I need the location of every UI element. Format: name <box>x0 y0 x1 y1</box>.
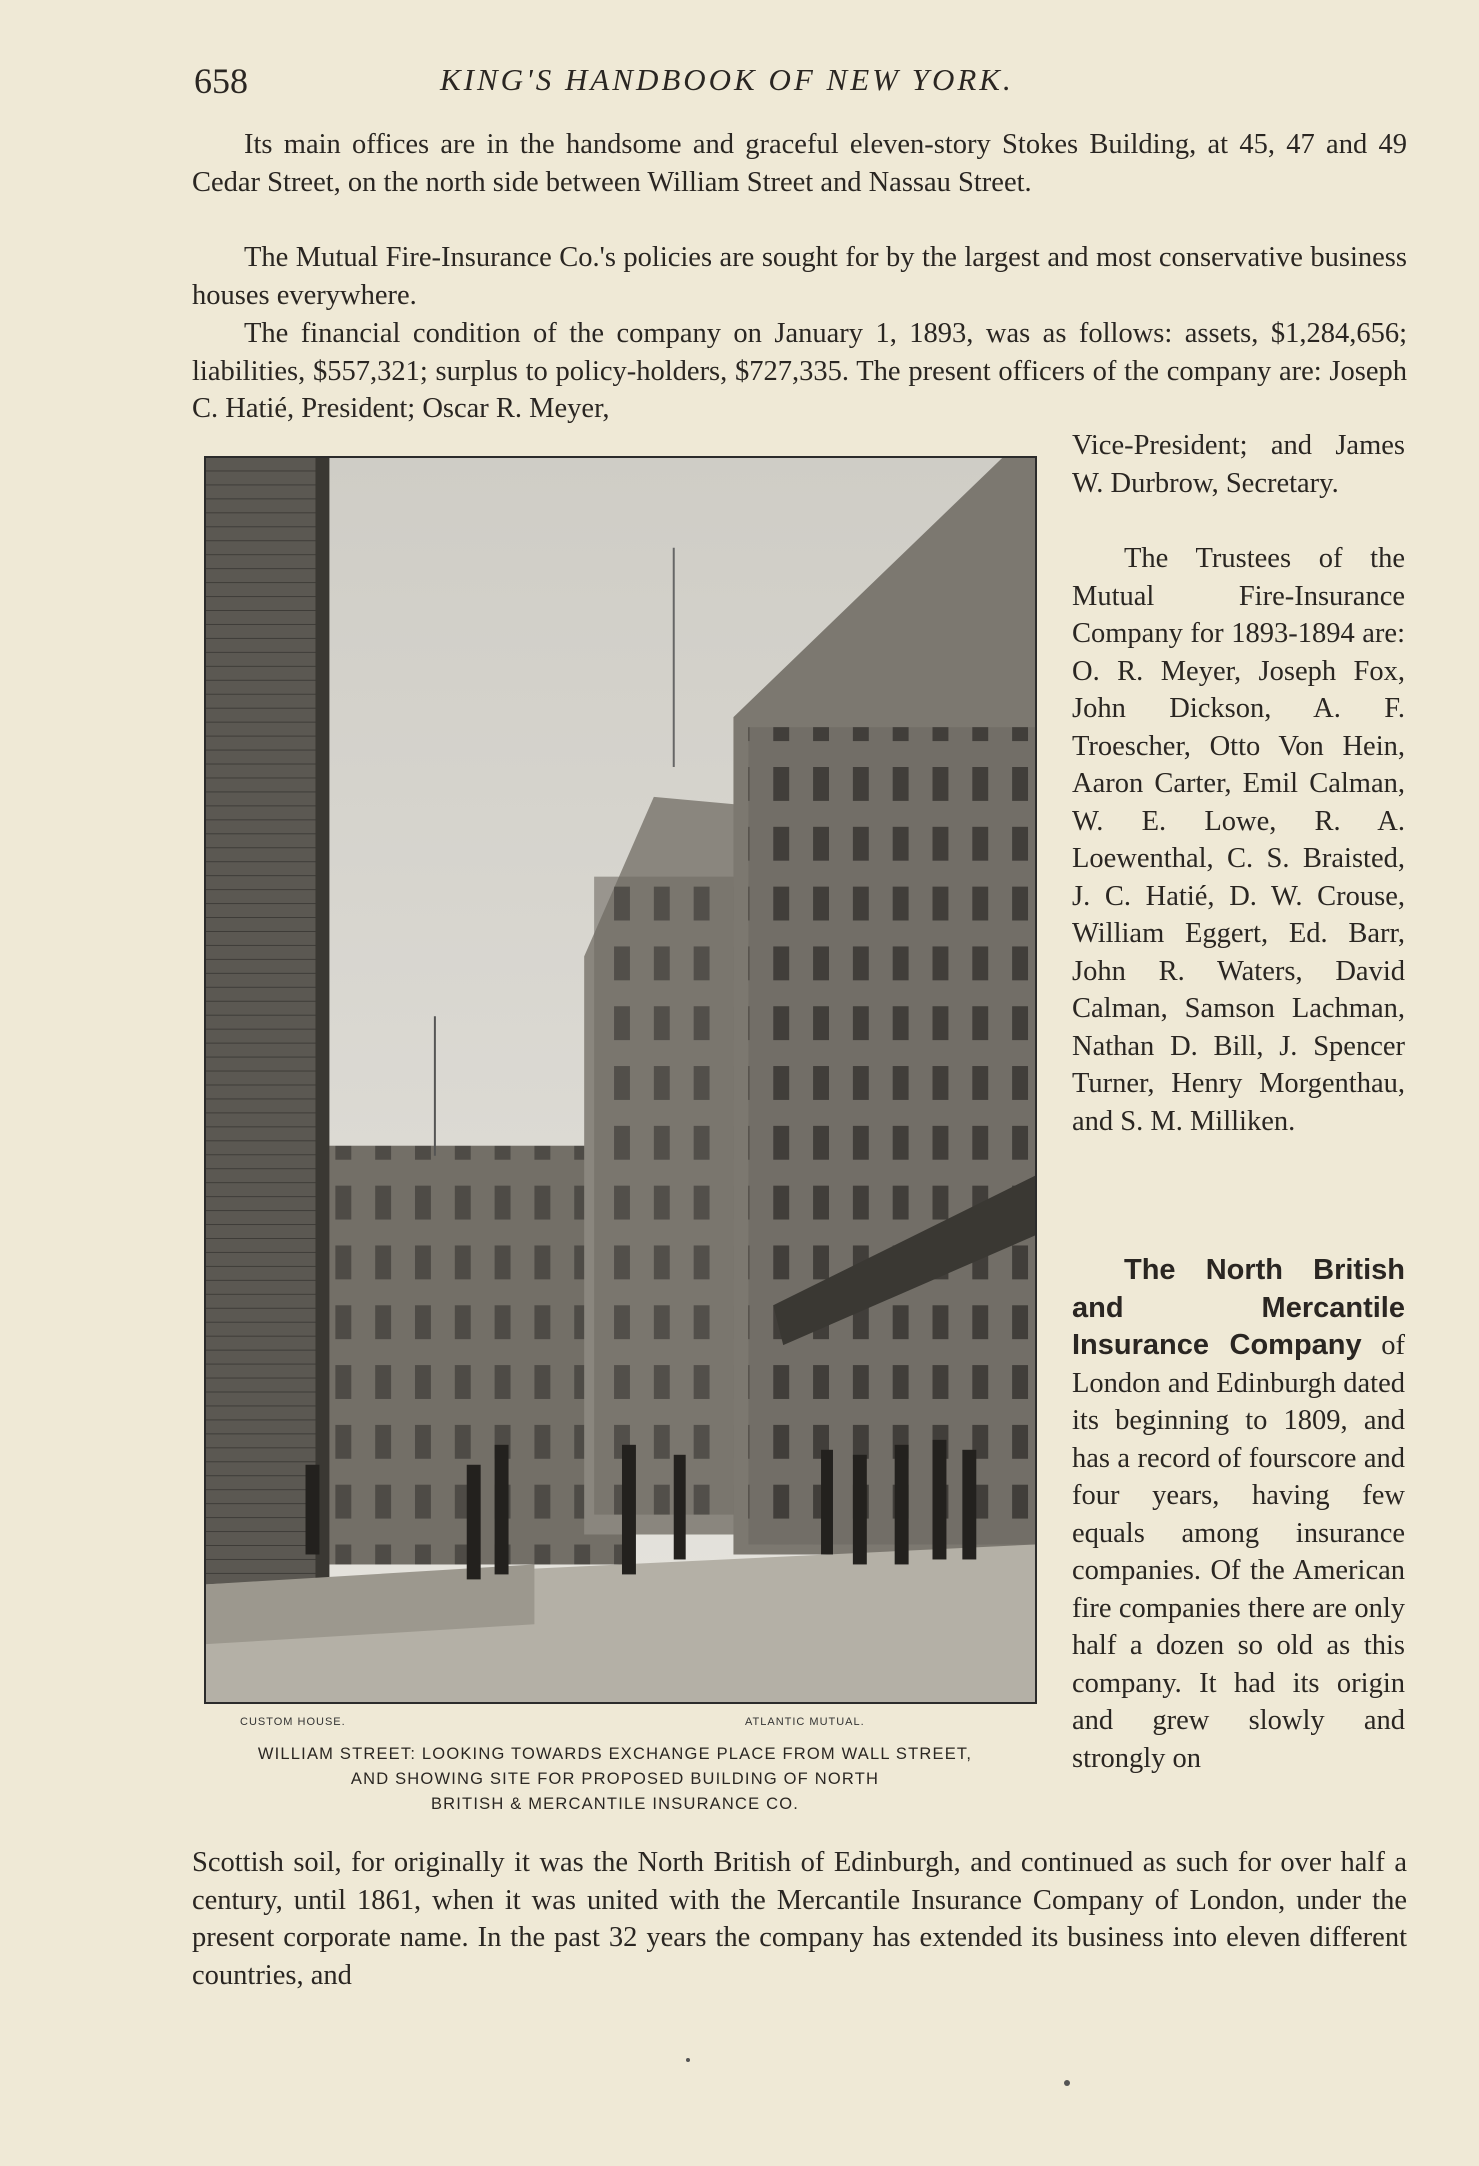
paragraph-financial-condition: The financial condition of the company on January 1, 1893, was as follows: assets, $1,284,656; liabilities, $557,321; surplus to policy-holders, $727,335. The present officers of the company are: Joseph C. Hatié, President; Oscar R. Meyer, <box>192 318 1407 424</box>
paragraph-north-british <box>1072 1252 1405 1777</box>
page-number: 658 <box>194 61 248 101</box>
paragraph-scottish-soil: Scottish soil, for originally it was the North British of Edinburgh, and continued as such for over half a century, until 1861, when it was united with the Mercantile Insurance Company of London, under the present corporate name. In the past 32 years the company has extended its business into eleven different countries, and <box>192 1847 1407 1991</box>
ink-mark <box>686 2058 690 2062</box>
paragraph-trustees: The Trustees of the Mutual Fire-Insurance Company for 1893-1894 are: O. R. Meyer, Joseph Fox, John Dickson, A. F. Troescher, Otto Von Hein, Aaron Carter, Emil Calman, W. E. Lowe, R. A. Loewenthal, C. S. Braisted, J. C. Hatié, D. W. Crouse, William Eggert, Ed. Barr, John R. Waters, David Calman, Samson Lachman, Nathan D. Bill, J. Spencer Turner, Henry Morgenthau, and S. M. Milliken. <box>1072 543 1405 1137</box>
photo-label-atlantic-mutual: ATLANTIC MUTUAL. <box>745 1716 865 1728</box>
ink-mark <box>1064 2080 1070 2086</box>
caption-line: BRITISH & MERCANTILE INSURANCE CO. <box>430 1795 800 1813</box>
paragraph-policies: The Mutual Fire-Insurance Co.'s policies are sought for by the largest and most conservative business houses everywhere. <box>192 242 1407 311</box>
street-photograph <box>204 456 1037 1704</box>
caption-line: AND SHOWING SITE FOR PROPOSED BUILDING OF NORTH <box>350 1770 880 1788</box>
paragraph-main-offices: Its main offices are in the handsome and graceful eleven-story Stokes Building, at 45, 47 and 49 Cedar Street, on the north side between William Street and Nassau Street. <box>192 129 1407 198</box>
paragraph-officers-continued: Vice-President; and James W. Durbrow, Secretary. <box>1072 430 1405 499</box>
street-scene-illustration <box>206 458 1035 1702</box>
running-title: KING'S HANDBOOK OF NEW YORK. <box>440 62 1014 97</box>
paragraph-north-british-body: of London and Edinburgh dated its beginning to 1809, and has a record of fourscore and four years, having few equals among insurance companies. Of the American fire companies there are only half a dozen so old as this company. It had its origin and grew slowly and strongly on <box>1072 1330 1405 1774</box>
caption-line: WILLIAM STREET: LOOKING TOWARDS EXCHANGE PLACE FROM WALL STREET, <box>257 1745 973 1763</box>
photo-label-custom-house: CUSTOM HOUSE. <box>240 1716 346 1728</box>
page-header <box>190 60 1410 110</box>
section-heading-north-british: The North British and Mercantile Insurance Company <box>1072 1254 1405 1361</box>
figure-caption <box>190 1742 1040 1817</box>
